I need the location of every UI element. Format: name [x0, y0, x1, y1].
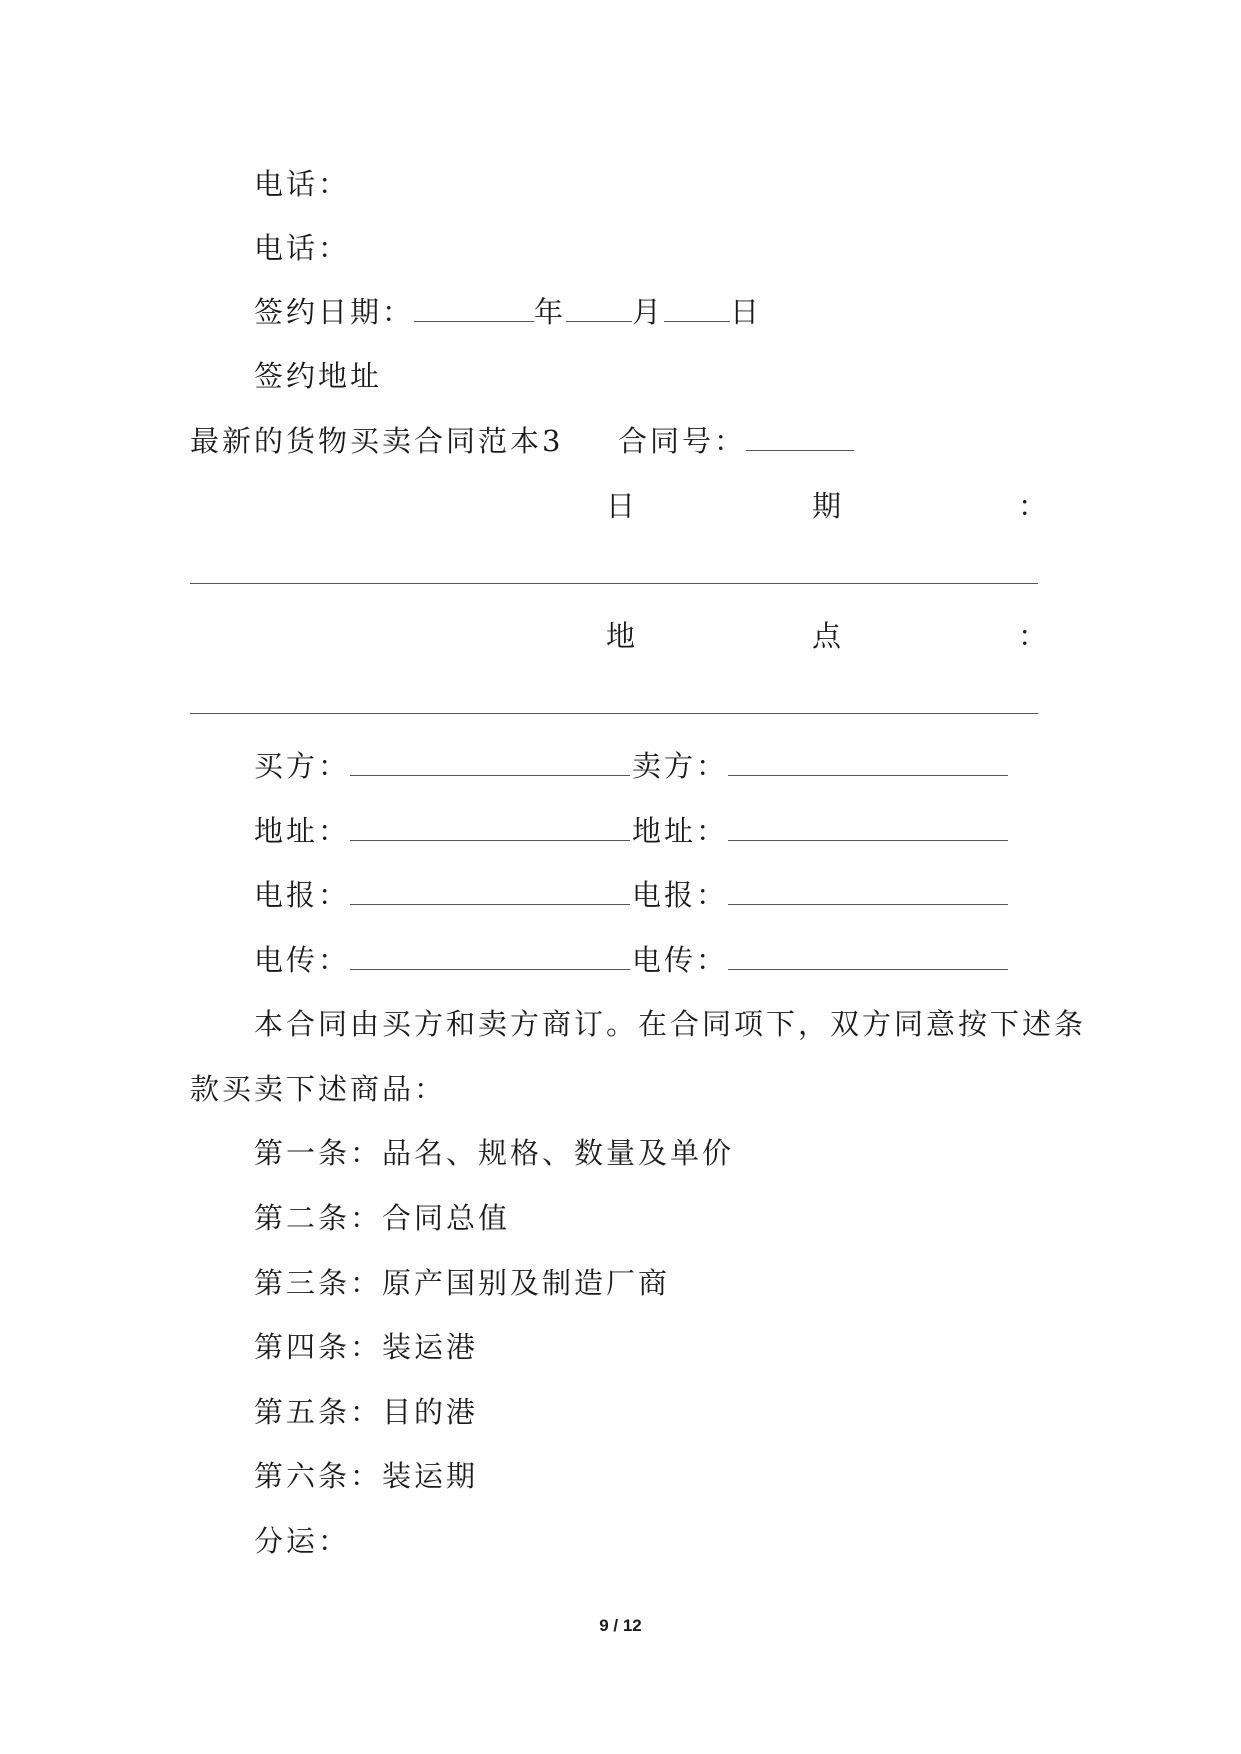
month-blank: [566, 299, 632, 322]
clause-3: 第三条：原产国别及制造厂商: [254, 1266, 671, 1300]
phone-line-1: 电话：: [254, 167, 351, 201]
buyer-telex-label: 电传：: [254, 943, 351, 977]
year-label: 年: [534, 295, 567, 329]
date-char-2: 期: [812, 489, 842, 523]
intro-line-2: 款买卖下述商品：: [190, 1072, 447, 1106]
place-char-3: ：: [1018, 619, 1048, 653]
page-number: 9 / 12: [599, 1616, 642, 1635]
party-row: [254, 940, 1010, 980]
party-row: [254, 746, 1010, 786]
buyer-blank: [350, 753, 630, 776]
sign-date-label: 签约日期：: [254, 295, 415, 329]
place-char-2: 点: [812, 619, 842, 653]
seller-telegram-blank: [728, 882, 1008, 905]
place-char-1: 地: [606, 619, 636, 653]
contract-no-label: 合同号：: [618, 424, 747, 458]
seller-telex-label: 电传：: [632, 943, 729, 977]
clause-5: 第五条：目的港: [254, 1395, 479, 1429]
phone-line-2: 电话：: [254, 231, 351, 265]
date-char-3: ：: [1018, 489, 1048, 523]
buyer-telegram-blank: [350, 882, 630, 905]
clause-2: 第二条：合同总值: [254, 1201, 511, 1235]
party-row: [254, 811, 1010, 851]
year-blank: [414, 299, 534, 322]
place-rule: [190, 713, 1038, 714]
buyer-address-label: 地址：: [254, 814, 351, 848]
buyer-telegram-label: 电报：: [254, 878, 351, 912]
date-rule: [190, 583, 1038, 584]
date-char-1: 日: [606, 489, 636, 523]
month-label: 月: [632, 295, 665, 329]
seller-blank: [728, 753, 1008, 776]
seller-telegram-label: 电报：: [632, 878, 729, 912]
seller-address-blank: [728, 818, 1008, 841]
day-blank: [664, 299, 730, 322]
seller-label: 卖方：: [632, 749, 729, 783]
contract-no-blank: [746, 428, 854, 451]
contract-no-line: [618, 421, 854, 461]
sign-address-line: 签约地址: [254, 359, 383, 393]
seller-telex-blank: [728, 947, 1008, 970]
buyer-label: 买方：: [254, 749, 351, 783]
partial-shipment-line: 分运：: [254, 1524, 351, 1558]
seller-address-label: 地址：: [632, 814, 729, 848]
clause-1: 第一条：品名、规格、数量及单价: [254, 1136, 735, 1170]
contract-title: 最新的货物买卖合同范本3: [190, 424, 564, 458]
intro-line-1: 本合同由买方和卖方商订。在合同项下，双方同意按下述条: [254, 1007, 1087, 1041]
buyer-telex-blank: [350, 947, 630, 970]
day-label: 日: [730, 295, 763, 329]
buyer-address-blank: [350, 818, 630, 841]
clause-4: 第四条：装运港: [254, 1330, 479, 1364]
clause-6: 第六条：装运期: [254, 1459, 479, 1493]
party-row: [254, 875, 1010, 915]
sign-date-line: [254, 292, 762, 332]
